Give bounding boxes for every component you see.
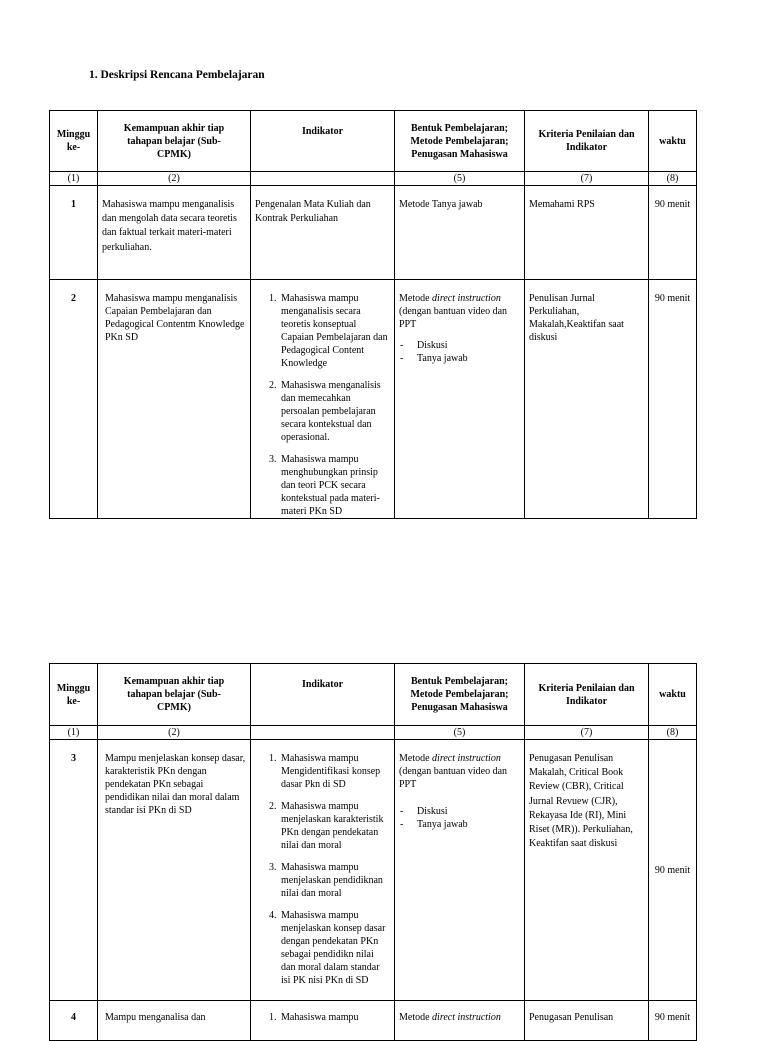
list-item: 1. Mahasiswa mampu menganalisis secara teoretis konseptual Capaian Pembelajaran dan Pedagogical Content Knowledge bbox=[279, 292, 390, 370]
indikator-list bbox=[257, 292, 390, 518]
table-row bbox=[50, 186, 697, 280]
rps-table-2 bbox=[49, 663, 697, 1041]
bentuk-prefix: Metode bbox=[399, 293, 433, 304]
column-number-row bbox=[50, 726, 697, 740]
col-number bbox=[251, 726, 395, 740]
list-item: 1. Mahasiswa mampu Mengidentifikasi konsep dasar Pkn di SD bbox=[279, 752, 390, 791]
header-kemampuan: Kemampuan akhir tiap tahapan belajar (Sub-CPMK) bbox=[98, 111, 251, 172]
week-number: 4 bbox=[50, 1001, 98, 1041]
header-bentuk: Bentuk Pembelajaran; Metode Pembelajaran; Penugasan Mahasiswa bbox=[395, 111, 525, 172]
header-minggu: Minggu ke- bbox=[50, 111, 98, 172]
list-item: - Tanya jawab bbox=[417, 818, 520, 831]
section-heading: 1. Deskripsi Rencana Pembelajaran bbox=[89, 69, 265, 81]
col-number: (8) bbox=[649, 172, 697, 186]
bentuk-list bbox=[399, 805, 520, 831]
bentuk-prefix: Metode bbox=[399, 753, 433, 764]
col-number: (2) bbox=[98, 172, 251, 186]
col-number: (1) bbox=[50, 172, 98, 186]
header-waktu: waktu bbox=[649, 664, 697, 726]
header-minggu: Minggu ke- bbox=[50, 664, 98, 726]
col-number bbox=[251, 172, 395, 186]
kriteria-cell: Penugasan Penulisan Makalah, Critical Book Review (CBR), Critical Jurnal Revuew (CJR), Rekayasa Ide (RI), Mini Riset (MR)). Perkuliahan, Keaktifan saat diskusi bbox=[525, 740, 649, 1001]
bentuk-italic: direct instruction bbox=[432, 753, 501, 764]
kriteria-cell: Penulisan Jurnal Perkuliahan, Makalah,Keaktifan saat diskusi bbox=[525, 280, 649, 519]
list-item: - Diskusi bbox=[417, 805, 520, 818]
bentuk-suffix: (dengan bantuan video dan PPT bbox=[399, 306, 508, 330]
col-number: (7) bbox=[525, 726, 649, 740]
list-item: 3. Mahasiswa mampu menghubungkan prinsip dan teori PCK secara kontekstual pada materi-materi PKn SD bbox=[279, 453, 390, 518]
bentuk-cell bbox=[395, 1001, 525, 1041]
indikator-cell bbox=[251, 740, 395, 1001]
bentuk-cell bbox=[395, 740, 525, 1001]
header-indikator: Indikator bbox=[251, 664, 395, 726]
waktu-cell: 90 menit bbox=[649, 280, 697, 519]
header-kriteria: Kriteria Penilaian dan Indikator bbox=[525, 664, 649, 726]
waktu-cell: 90 menit bbox=[649, 740, 697, 1001]
header-indikator: Indikator bbox=[251, 111, 395, 172]
column-number-row bbox=[50, 172, 697, 186]
col-number: (2) bbox=[98, 726, 251, 740]
indikator-list bbox=[257, 752, 390, 987]
kemampuan-cell: Mahasiswa mampu menganalisis Capaian Pembelajaran dan Pedagogical Contentm Knowledge PKn SD bbox=[98, 280, 251, 519]
header-row bbox=[50, 664, 697, 726]
indikator-cell bbox=[251, 1001, 395, 1041]
kemampuan-cell: Mampu menjelaskan konsep dasar, karakteristik PKn dengan pendekatan PKn sebagai pendidikan nilai dan moral dalam standar isi PKn di SD bbox=[98, 740, 251, 1001]
header-kemampuan: Kemampuan akhir tiap tahapan belajar (Sub-CPMK) bbox=[98, 664, 251, 726]
table-row bbox=[50, 1001, 697, 1041]
kriteria-cell: Memahami RPS bbox=[525, 186, 649, 280]
waktu-cell: 90 menit bbox=[649, 186, 697, 280]
list-item: - Diskusi bbox=[417, 339, 520, 352]
kemampuan-cell: Mampu menganalisa dan bbox=[98, 1001, 251, 1041]
indikator-list bbox=[257, 1011, 390, 1024]
week-number: 2 bbox=[50, 280, 98, 519]
rps-table-1 bbox=[49, 110, 697, 519]
waktu-cell: 90 menit bbox=[649, 1001, 697, 1041]
list-item: - Tanya jawab bbox=[417, 352, 520, 365]
list-item: 1. Mahasiswa mampu bbox=[279, 1011, 390, 1024]
list-item: 2. Mahasiswa menganalisis dan memecahkan persoalan pembelajaran secara kontekstual dan operasional. bbox=[279, 379, 390, 444]
col-number: (8) bbox=[649, 726, 697, 740]
col-number: (7) bbox=[525, 172, 649, 186]
bentuk-prefix: Metode bbox=[399, 1012, 433, 1023]
week-number: 1 bbox=[50, 186, 98, 280]
col-number: (5) bbox=[395, 172, 525, 186]
indikator-cell: Pengenalan Mata Kuliah dan Kontrak Perkuliahan bbox=[251, 186, 395, 280]
bentuk-italic: direct instruction bbox=[432, 1012, 501, 1023]
table-row bbox=[50, 740, 697, 1001]
week-number: 3 bbox=[50, 740, 98, 1001]
bentuk-cell: Metode Tanya jawab bbox=[395, 186, 525, 280]
header-waktu: waktu bbox=[649, 111, 697, 172]
col-number: (1) bbox=[50, 726, 98, 740]
bentuk-cell bbox=[395, 280, 525, 519]
header-row bbox=[50, 111, 697, 172]
bentuk-italic: direct instruction bbox=[432, 293, 501, 304]
list-item: 4. Mahasiswa mampu menjelaskan konsep dasar dengan pendekatan PKn sebagai pendidikn nilai dan moral dalam standar isi PK nisi PKn di SD bbox=[279, 909, 390, 987]
table-row bbox=[50, 280, 697, 519]
list-item: 2. Mahasiswa mampu menjelaskan karakteristik PKn dengan pendekatan nilai dan moral bbox=[279, 800, 390, 852]
header-kriteria: Kriteria Penilaian dan Indikator bbox=[525, 111, 649, 172]
col-number: (5) bbox=[395, 726, 525, 740]
header-bentuk: Bentuk Pembelajaran; Metode Pembelajaran; Penugasan Mahasiswa bbox=[395, 664, 525, 726]
indikator-cell bbox=[251, 280, 395, 519]
list-item: 3. Mahasiswa mampu menjelaskan pendidiknan nilai dan moral bbox=[279, 861, 390, 900]
kemampuan-cell: Mahasiswa mampu menganalisis dan mengolah data secara teoretis dan faktual terkait materi-materi perkuliahan. bbox=[98, 186, 251, 280]
bentuk-list bbox=[399, 339, 520, 365]
bentuk-suffix: (dengan bantuan video dan PPT bbox=[399, 766, 508, 790]
kriteria-cell: Penugasan Penulisan bbox=[525, 1001, 649, 1041]
